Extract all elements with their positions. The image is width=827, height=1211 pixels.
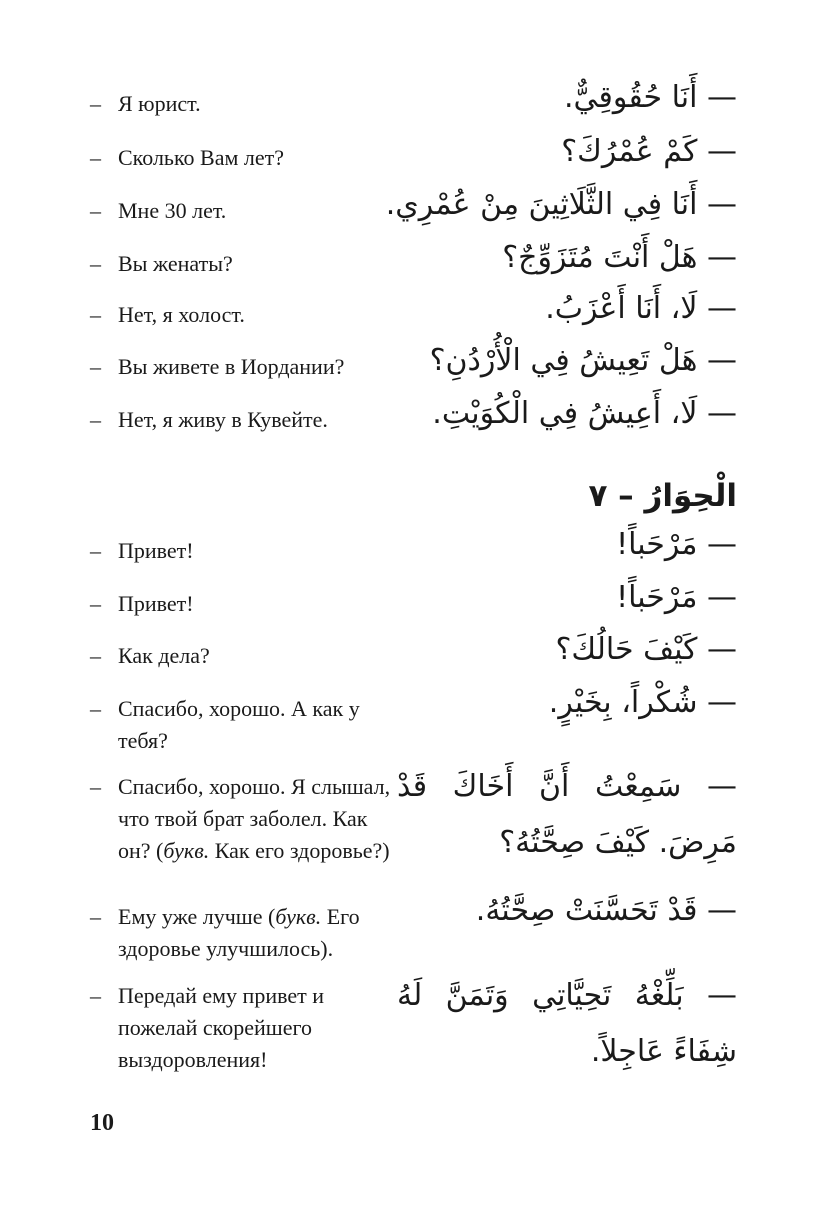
arabic-line: — كَيْفَ حَالُكَ؟ bbox=[555, 632, 737, 667]
arabic-line: — أَنَا فِي الثَّلَاثِينَ مِنْ عُمْرِي. bbox=[385, 187, 737, 222]
russian-text: Ему уже лучше (букв. Его здоровье улучшилось). bbox=[118, 904, 360, 961]
russian-line: – Передай ему привет и пожелай скорейшего выздоровления! bbox=[90, 980, 390, 1076]
russian-line: – Мне 30 лет. bbox=[90, 195, 410, 227]
russian-text: Сколько Вам лет? bbox=[118, 145, 285, 170]
russian-text: Вы живете в Иордании? bbox=[118, 354, 345, 379]
russian-line: – Привет! bbox=[90, 588, 410, 620]
arabic-line: — مَرْحَباً! bbox=[616, 580, 737, 615]
russian-text: Мне 30 лет. bbox=[118, 198, 227, 223]
abbrev-italic: букв. bbox=[275, 904, 322, 929]
russian-line: – Ему уже лучше (букв. Его здоровье улучшилось). bbox=[90, 901, 400, 965]
russian-text: Нет, я холост. bbox=[118, 302, 245, 327]
russian-line: – Спасибо, хорошо. Я слышал, что твой брат заболел. Как он? (букв. Как его здоровье?) bbox=[90, 771, 400, 867]
russian-text: Привет! bbox=[118, 538, 194, 563]
russian-line: – Как дела? bbox=[90, 640, 410, 672]
russian-line: – Спасибо, хорошо. А как у тебя? bbox=[90, 693, 400, 757]
russian-line: – Вы живете в Иордании? bbox=[90, 351, 410, 383]
russian-line: – Я юрист. bbox=[90, 88, 410, 120]
russian-line: – Нет, я живу в Кувейте. bbox=[90, 404, 410, 436]
russian-line: – Нет, я холост. bbox=[90, 299, 410, 331]
russian-text: Привет! bbox=[118, 591, 194, 616]
russian-line: – Привет! bbox=[90, 535, 410, 567]
arabic-line: — لَا، أَعِيشُ فِي الْكُوَيْتِ. bbox=[432, 396, 737, 431]
arabic-line: — بَلِّغْهُ تَحِيَّاتِي وَتَمَنَّ لَهُ شِفَاءً عَاجِلاً. bbox=[397, 978, 737, 1069]
arabic-line: — سَمِعْتُ أَنَّ أَخَاكَ قَدْ مَرِضَ. كَيْفَ صِحَّتُهُ؟ bbox=[397, 769, 737, 860]
arabic-line: — أَنَا حُقُوقِيٌّ. bbox=[564, 80, 737, 115]
arabic-line: — شُكْراً، بِخَيْرٍ. bbox=[548, 685, 737, 720]
section-heading: الْحِوَارُ – ٧ bbox=[588, 478, 737, 514]
russian-text: Передай ему привет и пожелай скорейшего выздоровления! bbox=[118, 983, 325, 1072]
arabic-line: — هَلْ تَعِيشُ فِي الْأُرْدُنِ؟ bbox=[429, 343, 737, 378]
russian-text: Я юрист. bbox=[118, 91, 201, 116]
russian-line: – Сколько Вам лет? bbox=[90, 142, 410, 174]
russian-text: Как дела? bbox=[118, 643, 210, 668]
arabic-line: — مَرْحَباً! bbox=[616, 527, 737, 562]
russian-text: Нет, я живу в Кувейте. bbox=[118, 407, 328, 432]
arabic-line: — قَدْ تَحَسَّنَتْ صِحَّتُهُ. bbox=[475, 893, 737, 928]
russian-line: – Вы женаты? bbox=[90, 248, 410, 280]
page-number: 10 bbox=[90, 1110, 114, 1136]
abbrev-italic: букв. bbox=[163, 838, 210, 863]
russian-text: Вы женаты? bbox=[118, 251, 233, 276]
arabic-line: — لَا، أَنَا أَعْزَبُ. bbox=[545, 291, 737, 326]
arabic-line: — هَلْ أَنْتَ مُتَزَوِّجٌ؟ bbox=[502, 240, 737, 275]
russian-text: Спасибо, хорошо. Я слышал, что твой брат заболел. Как он? (букв. Как его здоровье?) bbox=[118, 774, 391, 863]
russian-text: Спасибо, хорошо. А как у тебя? bbox=[118, 696, 360, 753]
arabic-line: — كَمْ عُمْرُكَ؟ bbox=[561, 134, 737, 169]
